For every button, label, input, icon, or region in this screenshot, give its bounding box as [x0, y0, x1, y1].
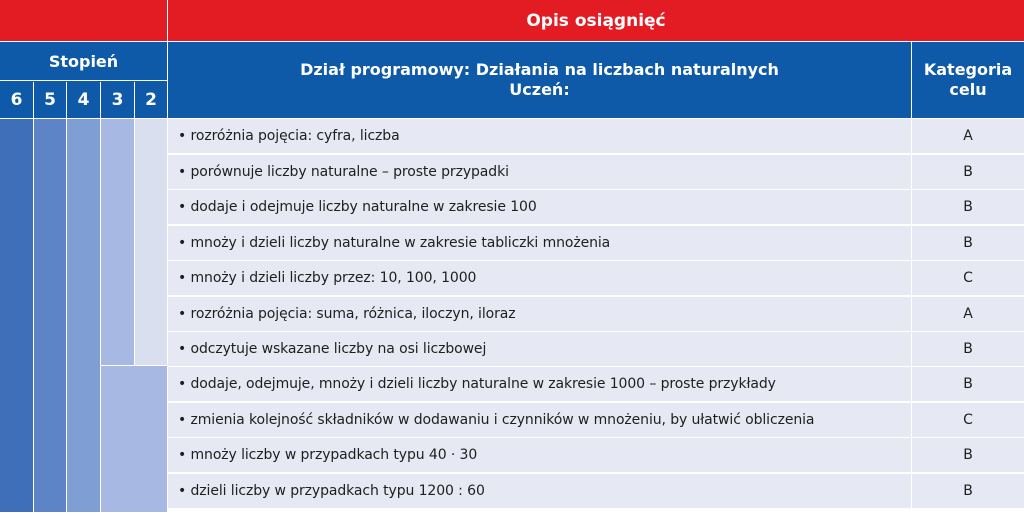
table-row-category: B	[912, 332, 1024, 367]
table-row-description: • rozróżnia pojęcia: cyfra, liczba	[168, 119, 911, 154]
grade-header-2: 2	[145, 90, 157, 110]
category-subtitle: celu	[949, 80, 987, 99]
table-row-category: A	[912, 297, 1024, 332]
grade-bar-2	[135, 119, 167, 365]
grade-header-4: 4	[77, 90, 90, 110]
table-row-description: • porównuje liczby naturalne – proste przypadki	[168, 155, 911, 190]
table-row-category: C	[912, 261, 1024, 296]
table-row-category: B	[912, 367, 1024, 402]
table-row-description: • mnoży i dzieli liczby naturalne w zakresie tabliczki mnożenia	[168, 226, 911, 261]
table-row-description: • mnoży i dzieli liczby przez: 10, 100, 1000	[168, 261, 911, 296]
grade-header-6: 6	[10, 90, 23, 110]
grade-bar-4	[67, 119, 100, 512]
table-row-description: • dodaje i odejmuje liczby naturalne w zakresie 100	[168, 190, 911, 225]
table-row-category: B	[912, 190, 1024, 225]
table-row-description: • rozróżnia pojęcia: suma, różnica, iloczyn, iloraz	[168, 297, 911, 332]
grade-divider	[66, 82, 67, 118]
section-title: Dział programowy: Działania na liczbach naturalnych	[300, 60, 779, 79]
grade-bar-3-upper	[101, 119, 134, 365]
grade-divider	[134, 82, 135, 118]
table-row-description: • zmienia kolejność składników w dodawaniu i czynników w mnożeniu, by ułatwić obliczenia	[168, 403, 911, 438]
header-divider	[911, 42, 912, 118]
grade-header-3: 3	[111, 90, 124, 110]
grade-divider	[33, 82, 34, 118]
table-title: Opis osiągnięć	[168, 0, 1024, 41]
grade-header-5: 5	[44, 90, 56, 110]
table-row-category: B	[912, 474, 1024, 509]
table-row-category: A	[912, 119, 1024, 154]
column-divider	[911, 119, 912, 512]
table-row-description: • dzieli liczby w przypadkach typu 1200 : 60	[168, 474, 911, 509]
stopien-label: Stopień	[48, 51, 119, 71]
header-divider	[167, 0, 168, 118]
grade-bar-5	[34, 119, 66, 512]
grade-bar-3-lower	[101, 366, 167, 512]
grade-divider	[100, 82, 101, 118]
table-row-description: • mnoży liczby w przypadkach typu 40 · 30	[168, 438, 911, 473]
table-row-description: • dodaje, odejmuje, mnoży i dzieli liczby naturalne w zakresie 1000 – proste przykłady	[168, 367, 911, 402]
grade-bar-6	[0, 119, 33, 512]
table-row-category: B	[912, 438, 1024, 473]
header-red-left	[0, 0, 167, 41]
section-heading	[168, 42, 911, 118]
table-row-category: B	[912, 226, 1024, 261]
category-title: Kategoria	[923, 60, 1013, 79]
section-subtitle: Uczeń:	[509, 80, 570, 99]
table-row-category: B	[912, 155, 1024, 190]
table-row-category: C	[912, 403, 1024, 438]
bottom-edge	[0, 512, 1024, 518]
table-row-description: • odczytuje wskazane liczby na osi liczbowej	[168, 332, 911, 367]
stopien-divider	[0, 80, 167, 81]
category-heading	[912, 42, 1024, 118]
